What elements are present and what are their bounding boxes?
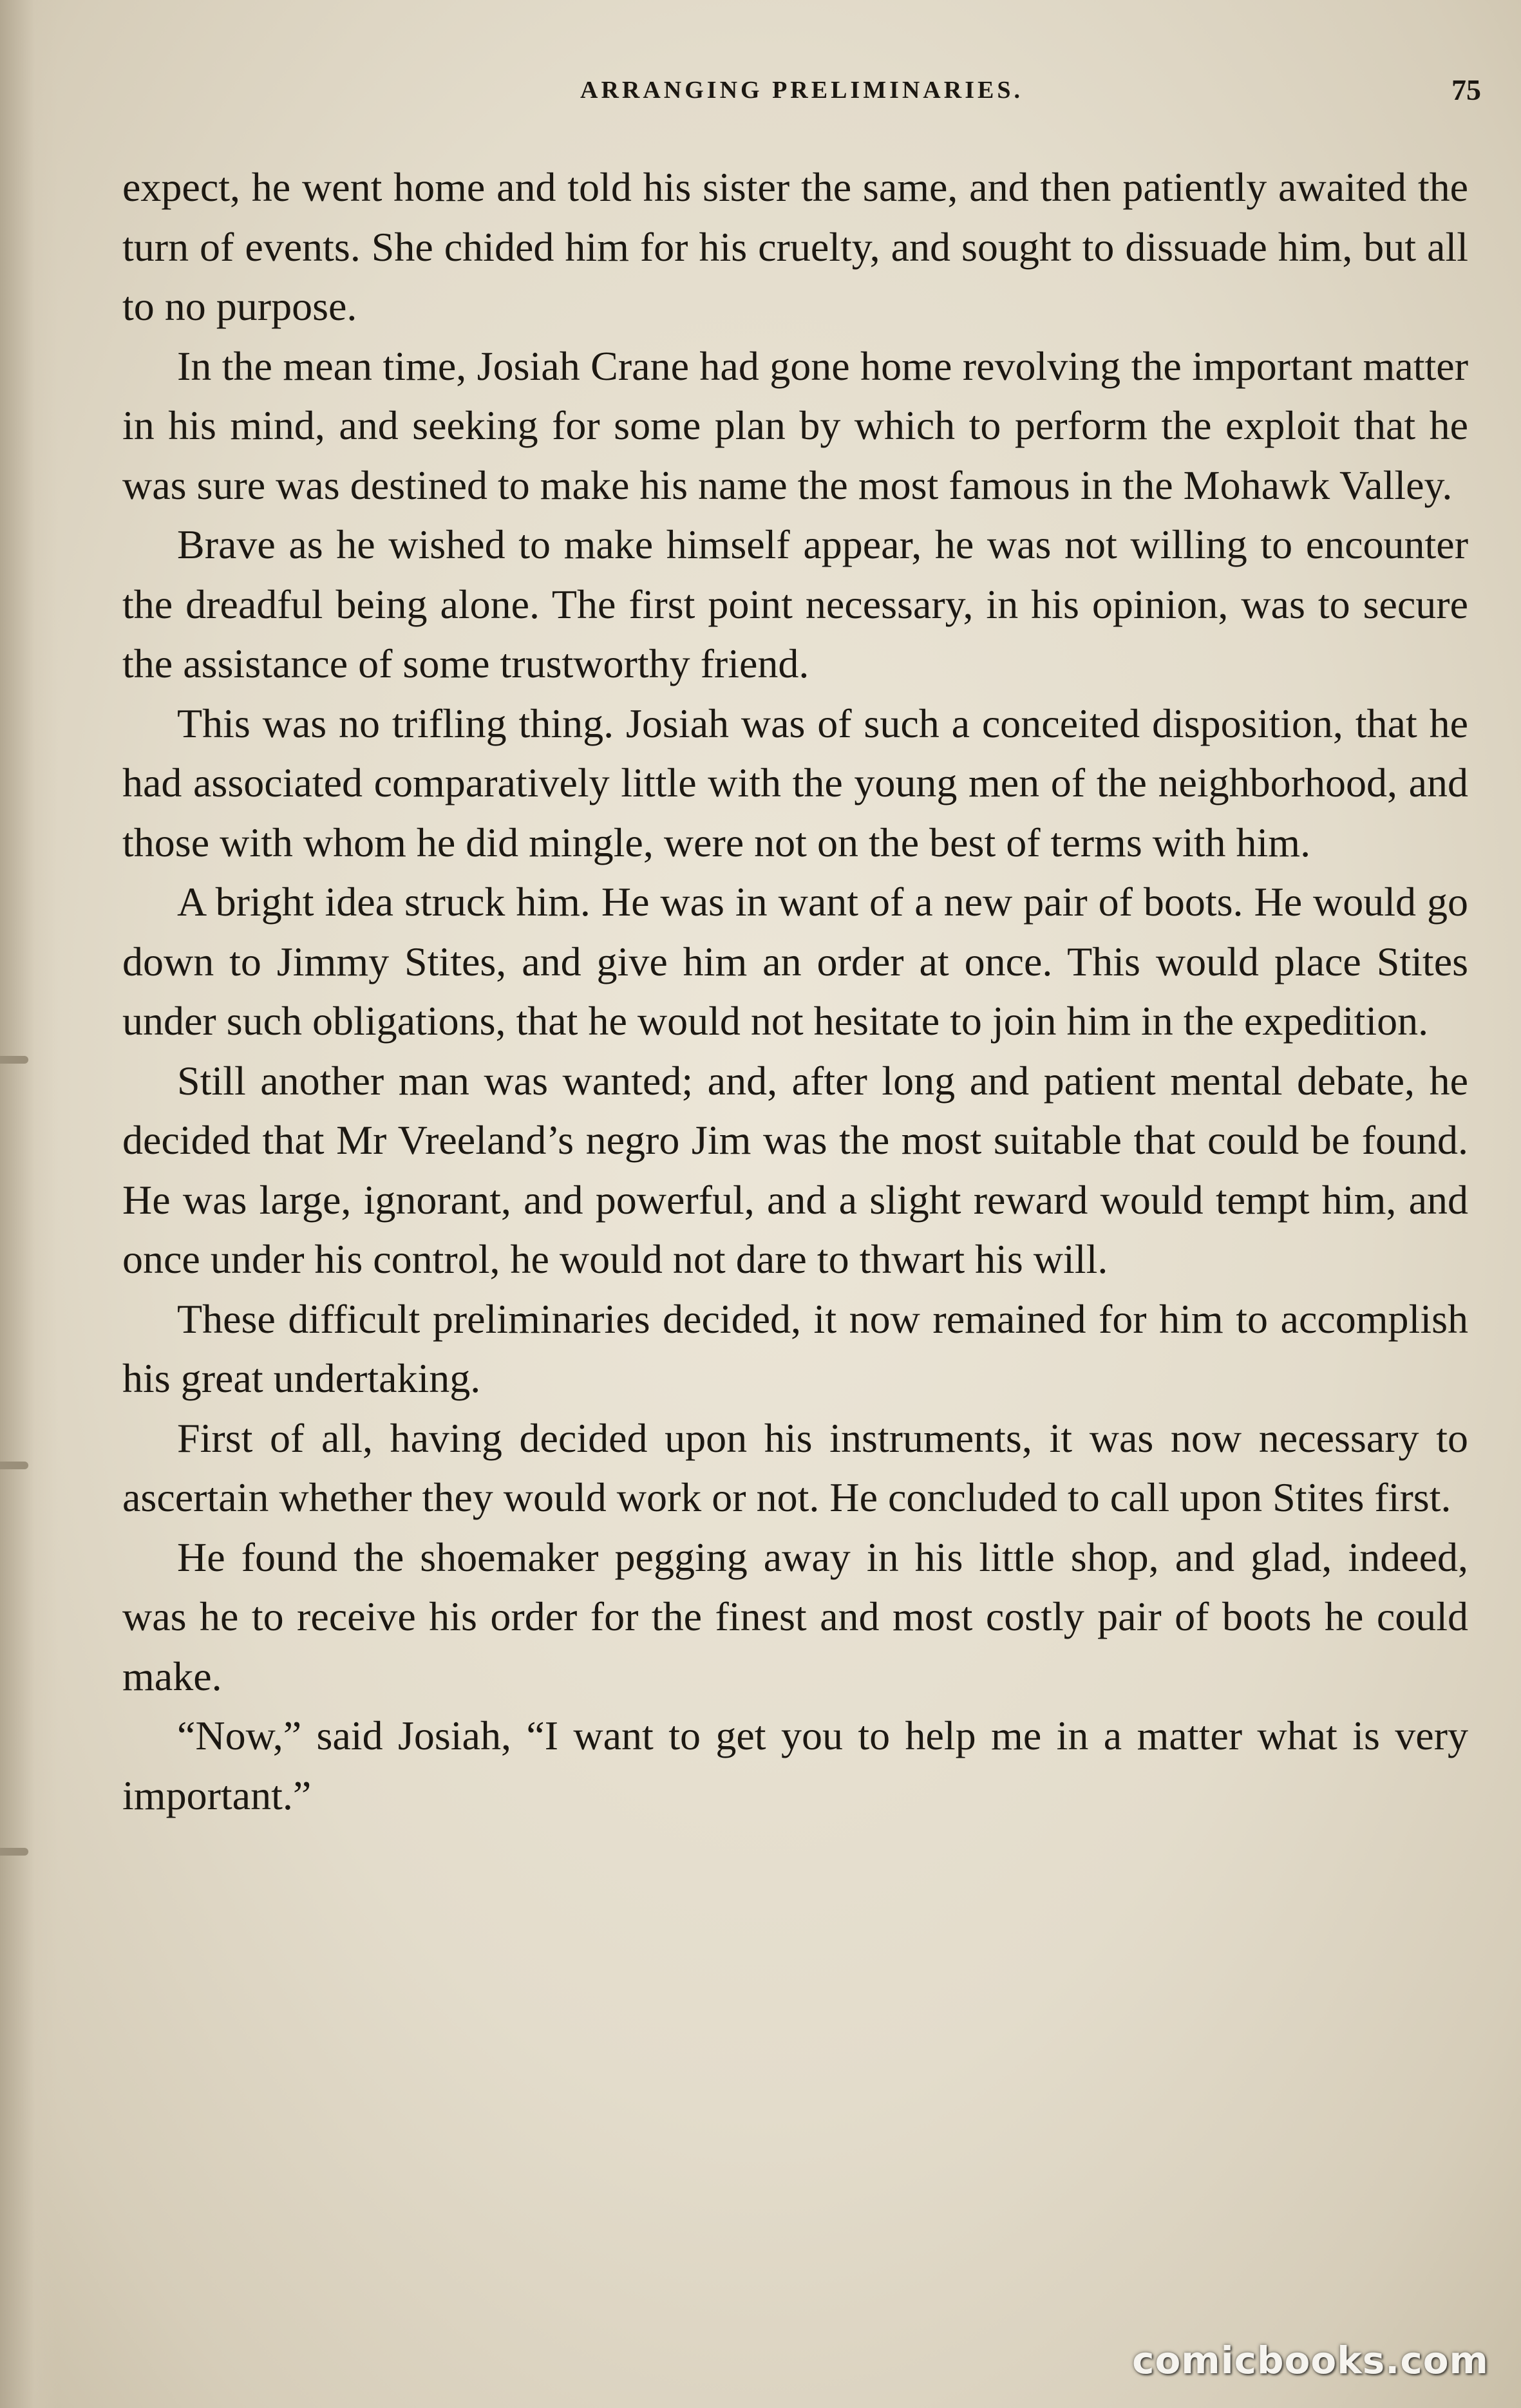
paragraph: In the mean time, Josiah Crane had gone home revolving the important matter in his mind, and seeking for some plan by which to perform the exploit that he was sure was destined to make his name the most famous in the Mohawk Valley. — [122, 343, 1468, 508]
paragraph: Brave as he wished to make himself appear, he was not willing to encounter the dreadful being alone. The first point necessary, in his opinion, was to secure the assistance of some trustworthy friend. — [122, 522, 1468, 686]
binding-stitch-mark — [0, 1848, 28, 1856]
watermark: comicbooks.com — [1132, 2338, 1489, 2382]
page-number: 75 — [1451, 73, 1481, 106]
paragraph: This was no trifling thing. Josiah was of such a conceited disposition, that he had associated comparatively little with the young men of the neighborhood, and those with whom he did mingle, were not on the best of terms with him. — [122, 700, 1468, 865]
paragraph: He found the shoemaker pegging away in his little shop, and glad, indeed, was he to receive his order for the finest and most costly pair of boots he could make. — [122, 1534, 1468, 1699]
paragraph: “Now,” said Josiah, “I want to get you to help me in a matter what is very important.” — [122, 1713, 1468, 1818]
paragraph: A bright idea struck him. He was in want of a new pair of boots. He would go down to Jimmy Stites, and give him an order at once. This would place Stites under such obligations, that he would not hesitate to join him in the expedition. — [122, 879, 1468, 1044]
paragraph: These difficult preliminaries decided, it now remained for him to accomplish his great undertaking. — [122, 1295, 1468, 1401]
running-head: ARRANGING PRELIMINARIES. — [580, 77, 1023, 104]
page-header — [122, 71, 1481, 129]
paragraph: First of all, having decided upon his instruments, it was now necessary to ascertain whether they would work or not. He concluded to call upon Stites first. — [122, 1415, 1468, 1520]
page-gutter-shadow — [0, 0, 58, 2408]
binding-stitch-mark — [0, 1462, 28, 1469]
binding-stitch-mark — [0, 1056, 28, 1064]
paragraph: Still another man was wanted; and, after long and patient mental debate, he decided that Mr Vreeland’s negro Jim was the most suitable that could be found. He was large, ignorant, and powerful, and a slight reward would tempt him, and once under his control, he would not dare to thwart his will. — [122, 1057, 1468, 1282]
body-text — [122, 158, 1468, 1825]
paragraph: expect, he went home and told his sister the same, and then patiently awaited the turn of events. She chided him for his cruelty, and sought to dissuade him, but all to no purpose. — [122, 164, 1468, 329]
